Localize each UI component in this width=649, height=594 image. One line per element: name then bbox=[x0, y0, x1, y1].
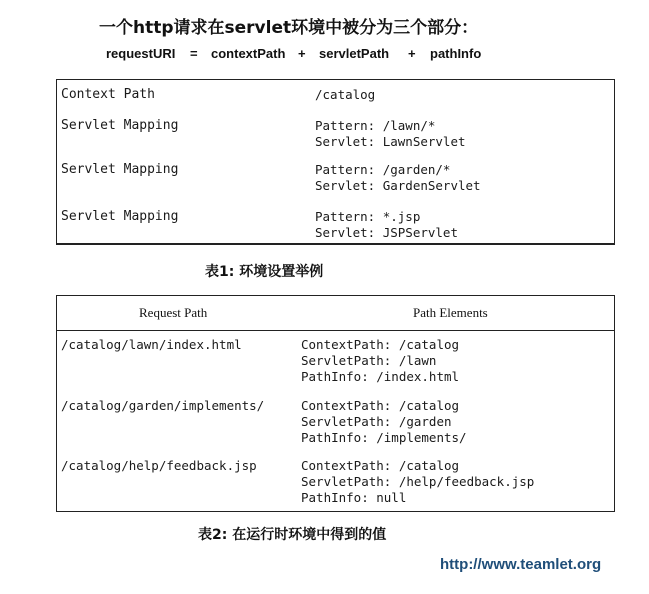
site-url: http://www.teamlet.org bbox=[440, 556, 602, 573]
table-row-label: Context Path bbox=[61, 87, 155, 102]
runtime-values-table bbox=[56, 295, 615, 512]
environment-settings-table bbox=[56, 79, 615, 245]
table-cell: Servlet: GardenServlet bbox=[315, 178, 481, 193]
table-cell: ServletPath: /lawn bbox=[301, 353, 437, 368]
table-cell: PathInfo: /implements/ bbox=[301, 430, 467, 445]
table-row-values bbox=[315, 87, 375, 103]
formula-path-info: pathInfo bbox=[430, 46, 482, 61]
table-cell: ContextPath: /catalog bbox=[301, 337, 460, 352]
table-cell: Pattern: /garden/* bbox=[315, 162, 451, 177]
page-heading: 一个http请求在servlet环境中被分为三个部分： bbox=[99, 18, 479, 38]
formula-plus: + bbox=[408, 46, 416, 61]
formula-context-path: contextPath bbox=[211, 46, 286, 61]
table-cell: Pattern: *.jsp bbox=[315, 209, 421, 224]
table2-caption: 表2: 在运行时环境中得到的值 bbox=[198, 527, 387, 543]
table-cell: PathInfo: /index.html bbox=[301, 369, 460, 384]
table-row-path-elements bbox=[301, 458, 534, 506]
table-row-label: Servlet Mapping bbox=[61, 118, 179, 133]
table-cell: ServletPath: /help/feedback.jsp bbox=[301, 474, 535, 489]
formula-plus: + bbox=[298, 46, 306, 61]
formula-equals: = bbox=[190, 46, 198, 61]
table-cell: ContextPath: /catalog bbox=[301, 398, 460, 413]
table-row-path-elements bbox=[301, 398, 467, 446]
formula-request-uri: requestURI bbox=[106, 46, 176, 61]
table-cell: Servlet: JSPServlet bbox=[315, 225, 458, 240]
table-row-values bbox=[315, 209, 458, 241]
table-cell: /catalog bbox=[315, 87, 376, 102]
column-header-path-elements: Path Elements bbox=[413, 305, 488, 320]
table-cell: PathInfo: null bbox=[301, 490, 407, 505]
table-row-label: Servlet Mapping bbox=[61, 209, 179, 224]
table-cell: ServletPath: /garden bbox=[301, 414, 452, 429]
table1-caption: 表1: 环境设置举例 bbox=[205, 264, 324, 280]
table-row-request-path: /catalog/garden/implements/ bbox=[61, 398, 265, 413]
table-header bbox=[57, 296, 614, 331]
table-row-request-path: /catalog/lawn/index.html bbox=[61, 337, 242, 352]
table-row-label: Servlet Mapping bbox=[61, 162, 179, 177]
table-row-values bbox=[315, 162, 481, 194]
table-row-path-elements bbox=[301, 337, 459, 385]
column-header-request-path: Request Path bbox=[139, 305, 208, 320]
table-cell: ContextPath: /catalog bbox=[301, 458, 460, 473]
table-row-values bbox=[315, 118, 466, 150]
table-cell: Pattern: /lawn/* bbox=[315, 118, 436, 133]
table-cell: Servlet: LawnServlet bbox=[315, 134, 466, 149]
table-row-request-path: /catalog/help/feedback.jsp bbox=[61, 458, 257, 473]
formula-servlet-path: servletPath bbox=[319, 46, 390, 61]
